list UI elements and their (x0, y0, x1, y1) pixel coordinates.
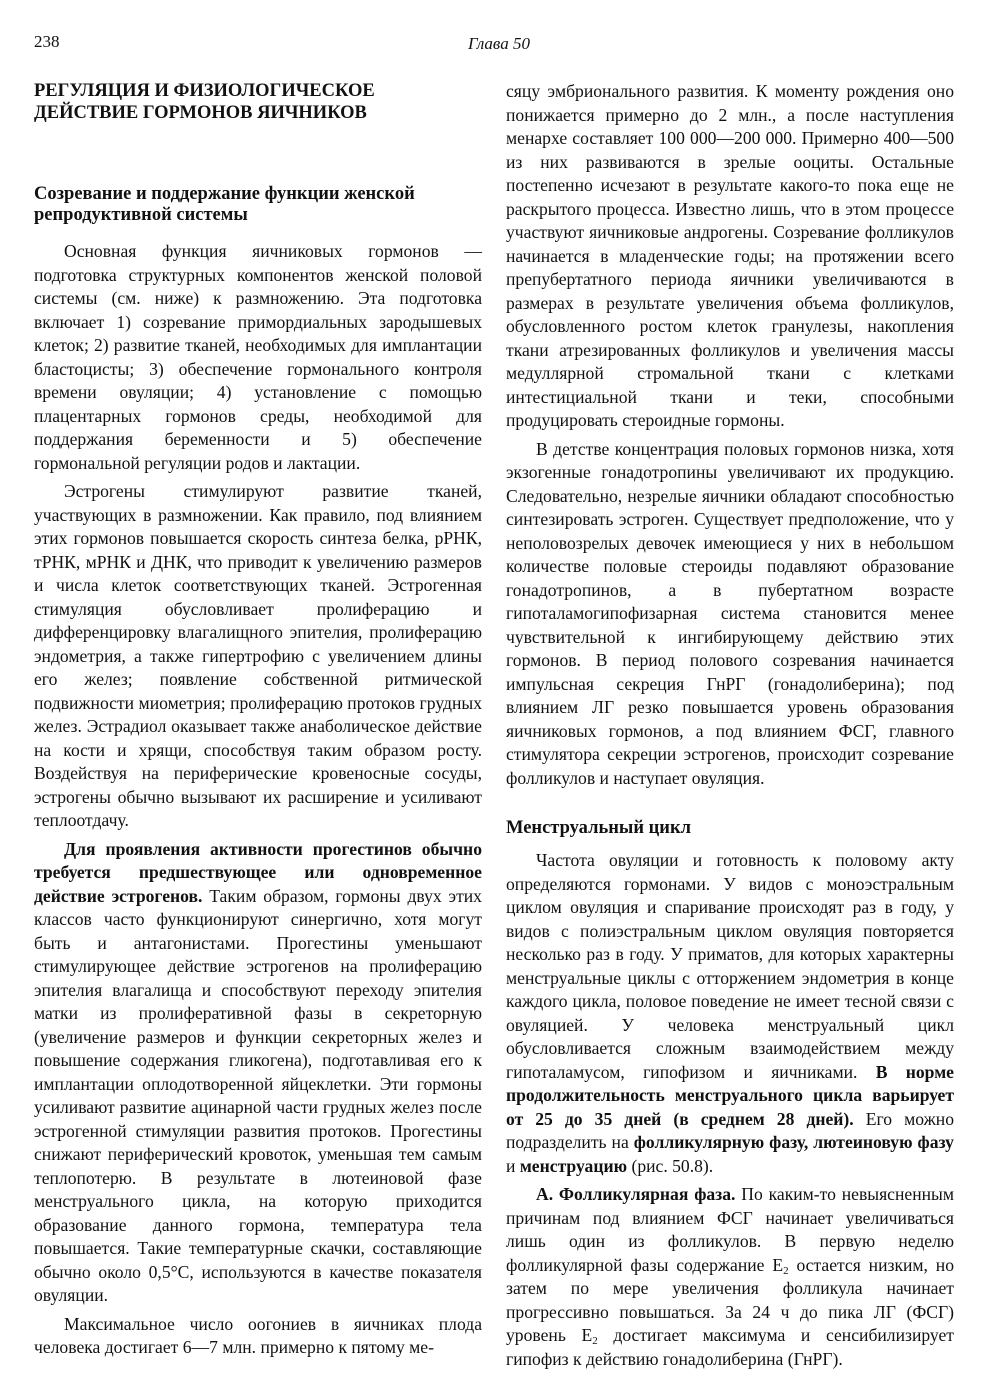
cycle-length-bold: В норме продолжительность менструального цикла варьирует от 25 до 35 дней (в среднем 28 дней). (506, 1061, 954, 1129)
text-span: По каким-то невыясненным причинам под влиянием ФСГ начинает увеличиваться лишь один из фолликулов. В первую неделю фолликулярной фазы содержание Е (506, 1184, 954, 1275)
section-heading-maturation: Созревание и поддержание функции женской репродуктивной системы (34, 184, 415, 225)
follicular-phase-label: А. Фолликулярная фаза. (536, 1184, 736, 1204)
menstruation-bold: менструацию (519, 1155, 628, 1176)
subscript: 2 (783, 1264, 789, 1277)
paragraph-follicular-phase (506, 1183, 954, 1371)
text-span: (рис. 50.8). (627, 1155, 714, 1176)
running-head: Глава 50 (468, 34, 530, 53)
text-span: достигает максимума и сенсибилизирует гипофиз к действию гонадолиберина (ГнРГ). (506, 1325, 954, 1369)
left-column (34, 80, 482, 1365)
chapter-heading: РЕГУЛЯЦИЯ И ФИЗИОЛОГИЧЕСКОЕ ДЕЙСТВИЕ ГОРМОНОВ ЯИЧНИКОВ (34, 81, 375, 123)
right-column (506, 80, 954, 1376)
progestins-text: Таким образом, гормоны двух этих классов часто функционируют синергично, хотя могут быть и антагонистами. Прогестины уменьшают стимулирующее действие эстрогенов на пролиферацию эпителия влагалища и способствуют переходу эпителия матки из пролиферативной фазы в секреторную (увеличение размеров и функции секреторных желез и повышение содержания гликогена), подготавливая его к имплантации оплодотворенной яйцеклетки. Эти гормоны усиливают развитие ацинарной части грудных желез после эстрогенной стимуляции развития протоков. Прогестины снижают периферический кровоток, уменьшая тем самым теплопотерю. В результате в лютеиновой фазе менструального цикла, на которую приходится образование данного гормона, температура тела повышается. Такие температурные скачки, составляющие обычно около 0,5°С, используются в качестве показателя овуляции. (34, 885, 482, 1305)
section-heading-menstrual-cycle: Менструальный цикл (506, 818, 691, 838)
paragraph-estrogens: Эстрогены стимулируют развитие тканей, участвующих в размножении. Как правило, под влиянием этих гормонов повышается скорость синтеза белка, рРНК, тРНК, мРНК и ДНК, что приводит к увеличению размеров и числа клеток соответствующих тканей. Эстрогенная стимуляция обусловливает пролиферацию и дифференцировку влагалищного эпителия, пролиферацию эндометрия, а также гипертрофию с увеличением длины его желез; появление собственной ритмической подвижности миометрия; пролиферацию протоков грудных желез. Эстрадиол оказывает также анаболическое действие на кости и хрящи, способствуя таким образом росту. Воздействуя на периферические кровеносные сосуды, эстрогены обычно вызывают их расширение и усиливают теплоотдачу. (34, 481, 482, 830)
text-span: Частота овуляции и готовность к половому акту определяются гормонами. У видов с моноэстральным циклом овуляция и спаривание происходят раз в году, у видов с полиэстральным циклом овуляция повторяется несколько раз в году. У приматов, для которых характерны менструальные циклы с отторжением эндометрия в конце каждого цикла, половое поведение не имеет тесной связи с овуляцией. У человека менструальный цикл обусловливается сложным взаимодействием между гипоталамусом, гипофизом и яичниками. (506, 850, 954, 1082)
text-span: Его можно подразделить на (506, 1108, 954, 1152)
paragraph-main-function: Основная функция яичниковых гормонов — подготовка структурных компонентов женской половой системы (см. ниже) к размножению. Эта подготовка включает 1) созревание примордиальных зародышевых клеток; 2) развитие тканей, необходимых для имплантации бластоцисты; 3) обеспечение гормонального контроля времени овуляции; 4) установление с помощью плацентарных гормонов среды, необходимой для поддержания беременности и 5) обеспечение гормональной регуляции родов и лактации. (34, 241, 482, 473)
paragraph-oogonia-continued: сяцу эмбрионального развития. К моменту рождения оно понижается примерно до 2 млн., а после наступления менархе составляет 100 000—200 000. Примерно 400—500 из них развиваются в зрелые ооциты. Остальные постепенно исчезают в результате какого-то пока еще не раскрытого процесса. Известно лишь, что в этом процессе участвуют яичниковые андрогены. Созревание фолликулов начинается в младенческие годы; на протяжении всего препубертатного периода яичники увеличиваются в размерах в результате увеличения объема фолликулов, обусловленного ростом клеток гранулезы, накопления ткани атрезированных фолликулов и увеличения массы медуллярной стромальной ткани с клетками интестициальной ткани и теки, способными продуцировать стероидные гормоны. (506, 81, 954, 430)
text-span: и (506, 1155, 520, 1176)
paragraph-oogonia: Максимальное число оогониев в яичниках плода человека достигает 6—7 млн. примерно к пятому ме- (34, 1313, 482, 1357)
page-number: 238 (34, 32, 60, 51)
phase-names-bold: фолликулярную фазу, лютеиновую фазу (633, 1132, 954, 1152)
paragraph-childhood: В детстве концентрация половых гормонов низка, хотя экзогенные гонадотропины увеличивают их продукцию. Следовательно, незрелые яичники обладают способностью синтезировать эстроген. Существует предположение, что у неполовозрелых девочек имеющиеся у них в небольшом количестве половые стероиды подавляют образование гонадотропинов, а в пубертатном возрасте гипоталамогипофизарная система становится менее чувствительной к ингибирующему действию этих гормонов. В период полового созревания начинается импульсная секреция ГнРГ (гонадолиберина); под влиянием ЛГ резко повышается уровень образования яичниковых гормонов, а под влиянием ФСГ, главного стимулятора секреции эстрогенов, происходит созревание фолликулов и наступает овуляция. (506, 438, 954, 788)
paragraph-progestins (34, 838, 482, 1308)
text-span: остается низким, но затем по мере увеличения фолликула начинает прогрессивно повышаться. За 24 ч до пика ЛГ (ФСГ) уровень Е (506, 1254, 954, 1345)
progestins-bold-statement: Для проявления активности прогестинов обычно требуется предшествующее или одновременное действие эстрогенов. (34, 838, 482, 906)
paragraph-ovulation-frequency (506, 849, 954, 1178)
subscript: 2 (592, 1335, 598, 1347)
